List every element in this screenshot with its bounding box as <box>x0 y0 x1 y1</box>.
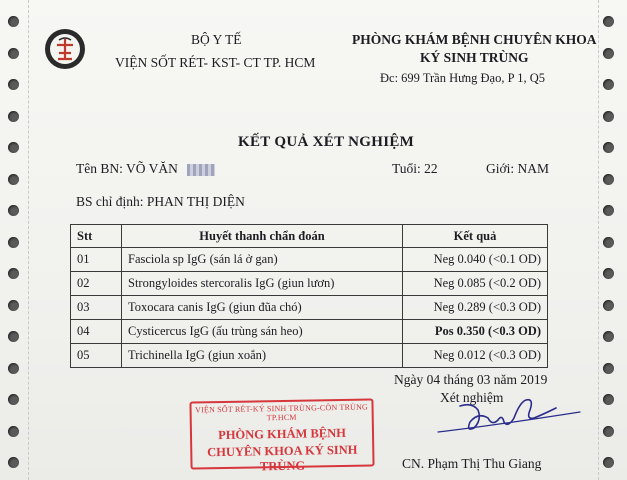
header-test: Huyết thanh chẩn đoán <box>122 225 403 248</box>
ministry-name: BỘ Y TẾ <box>191 32 242 47</box>
table-row <box>71 248 548 272</box>
report-title: KẾT QUẢ XÉT NGHIỆM <box>238 134 415 150</box>
feed-hole <box>603 457 614 468</box>
stamp-line1: VIỆN SỐT RÉT-KÝ SINH TRÙNG-CÔN TRÙNG TP.HCM <box>195 402 369 423</box>
feed-hole <box>603 331 614 342</box>
patient-age-value: 22 <box>424 161 438 176</box>
patient-sex-value: NAM <box>517 161 550 176</box>
table-row <box>71 344 548 368</box>
patient-sex-label: Giới: <box>486 161 515 176</box>
feed-hole <box>8 426 19 437</box>
feed-hole <box>603 205 614 216</box>
patient-sex-row <box>486 161 549 177</box>
stamp-line3: CHUYÊN KHOA KÝ SINH TRÙNG <box>206 442 358 474</box>
tested-label: Xét nghiệm <box>440 390 504 405</box>
feed-hole <box>603 16 614 27</box>
patient-age-label: Tuổi: <box>392 161 421 176</box>
patient-name-row <box>76 161 215 177</box>
feed-hole <box>8 331 19 342</box>
institute-name: VIỆN SỐT RÉT- KST- CT TP. HCM <box>115 55 316 70</box>
row-result: Neg 0.289 (<0.3 OD) <box>403 296 548 320</box>
feed-hole <box>603 237 614 248</box>
row-stt: 02 <box>71 272 122 296</box>
feed-hole <box>8 205 19 216</box>
clinic-address: Đc: 699 Trần Hưng Đạo, P 1, Q5 <box>380 71 545 85</box>
feed-hole <box>603 79 614 90</box>
feed-hole <box>603 363 614 374</box>
feed-hole <box>8 237 19 248</box>
row-test: Cysticercus IgG (ấu trùng sán heo) <box>122 320 403 344</box>
row-stt: 04 <box>71 320 122 344</box>
feed-hole <box>8 48 19 59</box>
doctor-row <box>76 194 245 210</box>
row-test: Fasciola sp IgG (sán lá ở gan) <box>122 248 403 272</box>
feed-hole <box>8 142 19 153</box>
feed-hole <box>8 16 19 27</box>
row-result-positive: Pos 0.350 (<0.3 OD) <box>403 320 548 344</box>
feed-hole <box>8 111 19 122</box>
left-feed-holes <box>8 0 22 480</box>
patient-name-value: VÕ VĂN <box>126 161 178 176</box>
feed-hole <box>603 300 614 311</box>
feed-hole <box>8 363 19 374</box>
results-table <box>70 224 548 368</box>
row-test: Toxocara canis IgG (giun đũa chó) <box>122 296 403 320</box>
header-stt: Stt <box>71 225 122 248</box>
left-perforation <box>28 0 29 480</box>
row-test: Trichinella IgG (giun xoắn) <box>122 344 403 368</box>
feed-hole <box>8 394 19 405</box>
clinic-name-line1: PHÒNG KHÁM BỆNH CHUYÊN KHOA <box>352 32 597 47</box>
handwritten-signature <box>430 388 590 450</box>
feed-hole <box>603 268 614 279</box>
feed-hole <box>603 48 614 59</box>
clinic-stamp <box>189 398 374 474</box>
row-stt: 05 <box>71 344 122 368</box>
doctor-value: PHAN THỊ DIỆN <box>146 194 245 209</box>
patient-name-label: Tên BN: <box>76 161 123 176</box>
table-row <box>71 272 548 296</box>
clinic-name-line2: KÝ SINH TRÙNG <box>420 50 529 65</box>
table-header-row <box>71 225 548 248</box>
patient-age-row <box>392 161 438 177</box>
redaction-mark <box>187 164 215 176</box>
right-perforation <box>598 0 599 480</box>
row-stt: 01 <box>71 248 122 272</box>
row-test: Strongyloides stercoralis IgG (giun lươn) <box>122 272 403 296</box>
feed-hole <box>603 394 614 405</box>
doctor-label: BS chỉ định: <box>76 194 144 209</box>
feed-hole <box>603 426 614 437</box>
feed-hole <box>8 300 19 311</box>
feed-hole <box>8 268 19 279</box>
feed-hole <box>603 142 614 153</box>
feed-hole <box>8 457 19 468</box>
feed-hole <box>603 111 614 122</box>
row-stt: 03 <box>71 296 122 320</box>
row-result: Neg 0.040 (<0.1 OD) <box>403 248 548 272</box>
right-feed-holes <box>603 0 617 480</box>
row-result: Neg 0.085 (<0.2 OD) <box>403 272 548 296</box>
signer-name: CN. Phạm Thị Thu Giang <box>402 456 542 471</box>
row-result: Neg 0.012 (<0.3 OD) <box>403 344 548 368</box>
header-result: Kết quả <box>403 225 548 248</box>
feed-hole <box>603 174 614 185</box>
report-date: Ngày 04 tháng 03 năm 2019 <box>394 372 548 387</box>
table-row <box>71 296 548 320</box>
stamp-line2: PHÒNG KHÁM BỆNH <box>217 425 347 443</box>
feed-hole <box>8 174 19 185</box>
feed-hole <box>8 79 19 90</box>
institute-logo-icon <box>44 28 86 70</box>
table-row <box>71 320 548 344</box>
